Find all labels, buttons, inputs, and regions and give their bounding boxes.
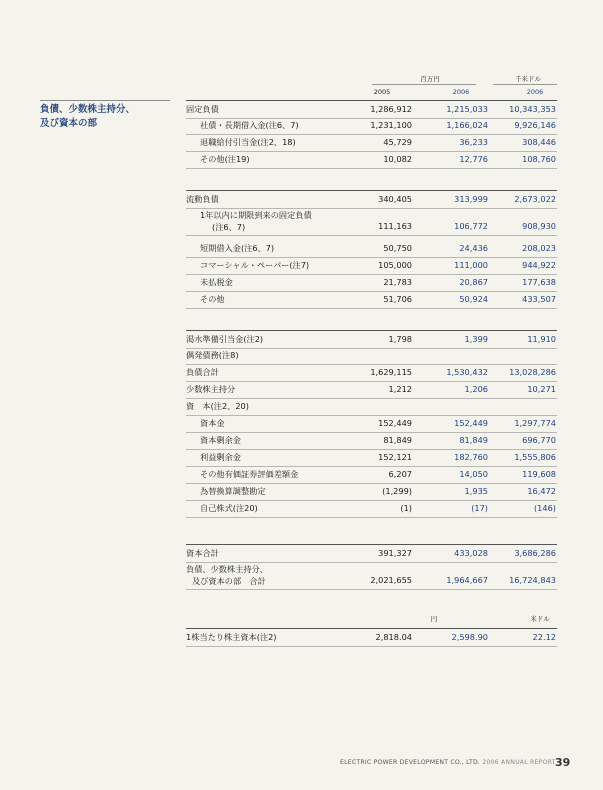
footer-report: 2006 ANNUAL REPORT [482,759,556,766]
row-label: 未払税金 [200,277,233,287]
year-2006-jpy: 2006 [452,88,470,96]
value-2006-jpy: 152,449 [454,418,488,428]
table-row [186,398,557,416]
page-number: 39 [555,756,571,769]
value-2006-usd: 944,922 [522,260,556,270]
value-2006-jpy: 20,867 [459,277,488,287]
unit-usd: 千米ドル [515,75,541,83]
value-2006-usd: 433,507 [522,294,556,304]
value-2005-jpy: 105,000 [378,260,412,270]
value-2006-jpy: 313,999 [454,194,488,204]
value-2006-usd: 208,023 [522,243,556,253]
value-2006-usd: 3,686,286 [514,548,556,558]
row-label: 少数株主持分 [186,384,236,394]
unit-jpy-rule [372,84,476,85]
value-2005-jpy: 1,231,100 [370,120,412,130]
value-2006-usd: 696,770 [522,435,556,445]
table-row [186,449,557,467]
unit-jpy: 百万円 [420,75,440,83]
unit-dollar: 米ドル [530,615,550,623]
table-row [186,291,557,309]
table-row [186,151,557,169]
row-label: 為替換算調整勘定 [200,486,266,496]
value-2006-jpy: (17) [471,503,488,513]
value-2006-usd: 10,343,353 [509,104,556,114]
table-row [186,364,557,382]
value-2006-jpy: 1,215,033 [446,104,488,114]
table-row [186,257,557,275]
unit-usd-rule [493,84,557,85]
value-2006-jpy: 36,233 [459,137,488,147]
value-2006-jpy: 1,935 [464,486,488,496]
table-row [186,628,557,647]
value-2006-usd: 11,910 [527,334,556,344]
row-label: 1年以内に期限到来の固定負債 [200,210,312,220]
row-label: 偶発債務(注8) [186,350,239,360]
value-2006-usd: 1,297,774 [514,418,556,428]
table-row [186,240,557,258]
value-2006-usd: 308,446 [522,137,556,147]
table-row [186,432,557,450]
row-label: 資 本(注2、20) [186,401,249,411]
value-2005-jpy: 340,405 [378,194,412,204]
year-headers [0,88,603,99]
value-2005-jpy: 1,286,912 [370,104,412,114]
value-2006-jpy: 182,760 [454,452,488,462]
value-2006-usd: 16,472 [527,486,556,496]
value-2005-jpy: 21,783 [383,277,412,287]
row-label-line-2: (注6、7) [212,222,246,232]
value-2005-jpy: (1) [400,503,412,513]
row-label: 負債、少数株主持分、 [186,564,268,574]
value-2006-usd: 10,271 [527,384,556,394]
value-2006-usd: 177,638 [522,277,556,287]
row-label: その他(注19) [200,154,250,164]
value-2005-jpy: 2,021,655 [370,575,412,585]
value-2005-jpy: 6,207 [388,469,412,479]
unit-yen: 円 [430,615,438,623]
unit-headers-per-share [0,614,603,626]
value-2006-jpy: 12,776 [459,154,488,164]
row-label-line-2: 及び資本の部 合計 [192,576,266,586]
table-row [186,415,557,433]
value-2005-jpy: 152,121 [378,452,412,462]
table-row [186,274,557,292]
row-label: 流動負債 [186,194,219,204]
table-row [186,134,557,152]
value-2005-jpy: 81,849 [383,435,412,445]
value-2006-usd: (146) [533,503,556,513]
row-label: 資本剰余金 [200,435,241,445]
row-label: 1株当たり株主資本(注2) [186,632,277,642]
row-label: 固定負債 [186,104,219,114]
value-2006-usd: 22.12 [532,632,556,642]
row-label: 資本合計 [186,548,219,558]
row-label: 退職給付引当金(注2、18) [200,137,296,147]
value-2006-jpy: 1,530,432 [446,367,488,377]
footer-company: ELECTRIC POWER DEVELOPMENT CO., LTD. [340,759,481,766]
row-label: 資本金 [200,418,225,428]
table-row [186,117,557,135]
value-2006-usd: 9,926,146 [514,120,556,130]
value-2006-usd: 108,760 [522,154,556,164]
section-title-line-1: 負債、少数株主持分、 [40,104,136,115]
value-2006-usd: 1,555,806 [514,452,556,462]
row-label: 自己株式(注20) [200,503,258,513]
value-2006-jpy: 1,399 [464,334,488,344]
table-row [186,466,557,484]
value-2005-jpy: 50,750 [383,243,412,253]
value-2005-jpy: 51,706 [383,294,412,304]
value-2006-jpy: 1,964,667 [446,575,488,585]
value-2006-jpy: 81,849 [459,435,488,445]
section-title-line-2: 及び資本の部 [40,118,98,129]
value-2006-usd: 13,028,286 [509,367,556,377]
value-2006-jpy: 111,000 [454,260,488,270]
value-2005-jpy: 1,629,115 [370,367,412,377]
value-2006-usd: 2,673,022 [514,194,556,204]
value-2006-jpy: 2,598.90 [451,632,488,642]
table-row [186,207,557,236]
row-label: 利益剰余金 [200,452,241,462]
value-2005-jpy: 1,212 [388,384,412,394]
value-2006-usd: 16,724,843 [509,575,556,585]
year-2006-usd: 2006 [526,88,544,96]
row-label: その他 [200,294,225,304]
value-2005-jpy: (1,299) [382,486,412,496]
value-2006-jpy: 1,166,024 [446,120,488,130]
row-label: 負債合計 [186,367,219,377]
row-label: 渇水準備引当金(注2) [186,334,264,344]
row-label: コマーシャル・ペーパー(注7) [200,260,310,270]
value-2006-jpy: 14,050 [459,469,488,479]
value-2005-jpy: 111,163 [378,221,412,231]
value-2006-jpy: 24,436 [459,243,488,253]
row-label: 社債・長期借入金(注6、7) [200,120,299,130]
row-label: 短期借入金(注6、7) [200,243,275,253]
value-2006-jpy: 106,772 [454,221,488,231]
value-2005-jpy: 391,327 [378,548,412,558]
year-2005: 2005 [373,88,391,96]
section-title [40,100,170,131]
row-label: その他有価証券評価差額金 [200,469,299,479]
value-2006-jpy: 1,206 [464,384,488,394]
value-2006-jpy: 50,924 [459,294,488,304]
value-2005-jpy: 1,798 [388,334,412,344]
value-2005-jpy: 10,082 [383,154,412,164]
table-row [186,381,557,399]
table-row [186,347,557,365]
page-footer [340,759,556,766]
table-row [186,483,557,501]
value-2006-usd: 908,930 [522,221,556,231]
value-2006-jpy: 433,028 [454,548,488,558]
value-2005-jpy: 2,818.04 [375,632,412,642]
value-2005-jpy: 152,449 [378,418,412,428]
value-2006-usd: 119,608 [522,469,556,479]
table-row [186,561,557,590]
value-2005-jpy: 45,729 [383,137,412,147]
table-row [186,500,557,518]
